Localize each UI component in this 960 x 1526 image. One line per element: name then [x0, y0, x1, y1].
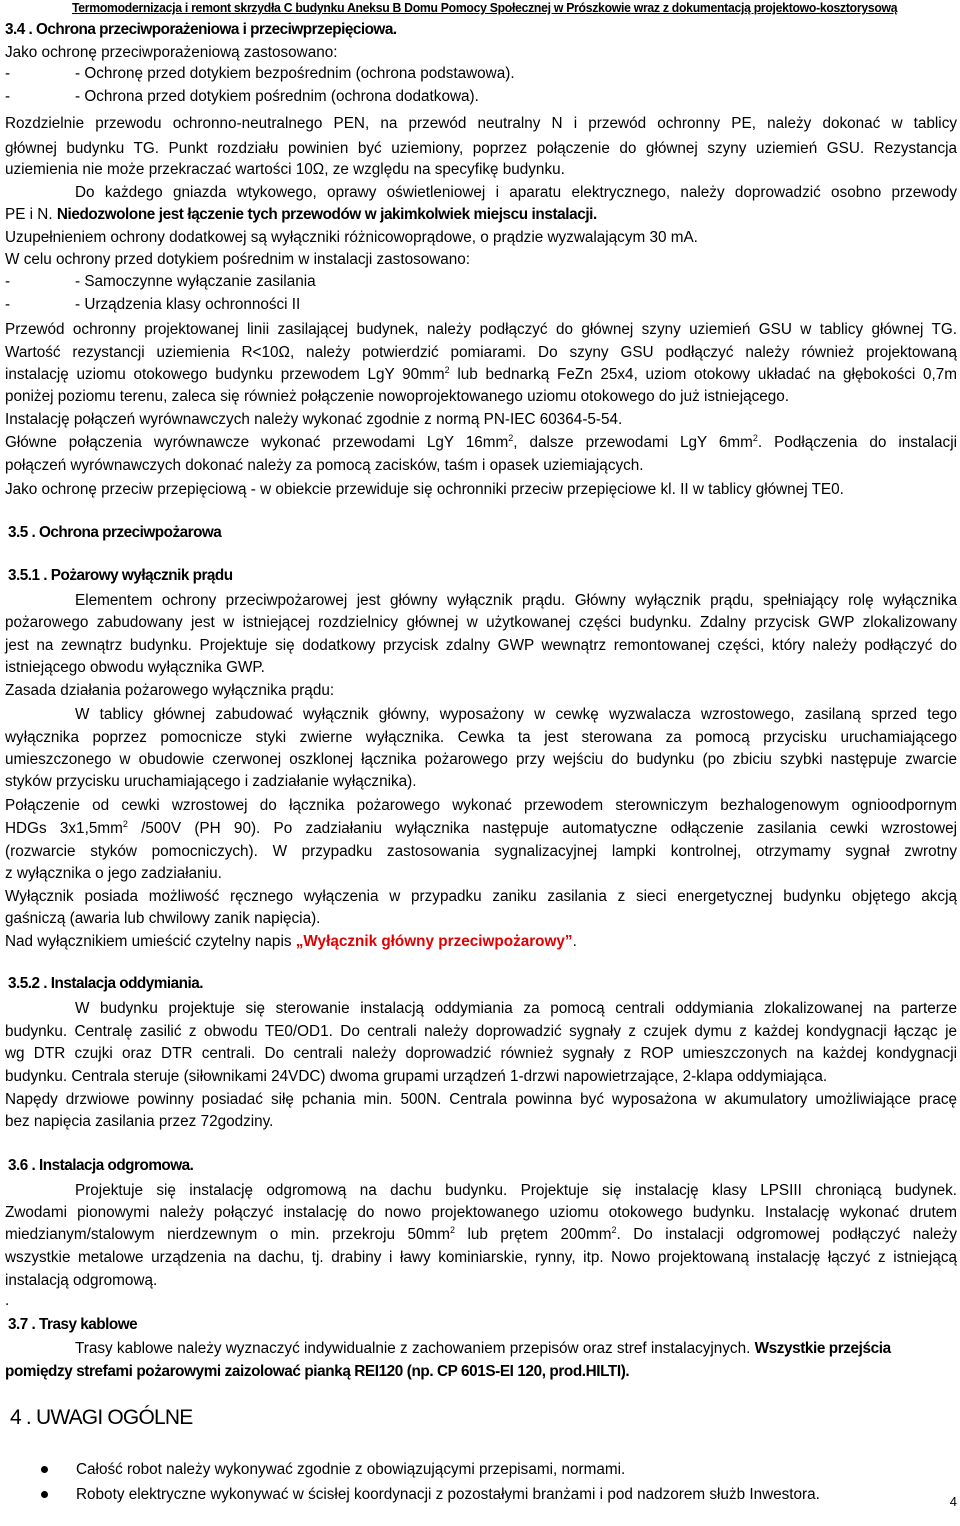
text-span: instalację uziomu otokowego budynku przewodem LgY 90mm: [5, 366, 445, 383]
superscript: 2: [449, 1225, 455, 1235]
section-3-5-2-heading: 3.5.2 . Instalacja oddymiania.: [8, 975, 203, 992]
text-span: lub prętem 200mm: [455, 1226, 612, 1243]
bold-text: Wszystkie przejścia: [754, 1340, 891, 1357]
text-span: Trasy kablowe należy wyznaczyć indywidualnie z zachowaniem przepisów oraz stref instalacyjnych.: [75, 1340, 755, 1357]
list-item: Roboty elektryczne wykonywać w ścisłej koordynacji z pozostałymi branżami i pod nadzorem służb Inwestora.: [76, 1486, 820, 1503]
paragraph-line: [5, 1224, 957, 1245]
paragraph-line: Jako ochronę przeciwporażeniową zastosowano:: [5, 44, 338, 61]
section-4-heading: 4 . UWAGI OGÓLNE: [10, 1406, 193, 1429]
paragraph-line: gaśniczą (awaria lub chwilowy zanik napięcia).: [5, 910, 321, 927]
paragraph-line: styków przycisku uruchamiającego i zadziałanie wyłącznika).: [5, 773, 417, 790]
paragraph-line: Do każdego gniazda wtykowego, oprawy oświetleniowej i aparatu elektrycznego, należy doprowadzić osobno przewody: [75, 184, 957, 201]
section-3-4-heading: 3.4 . Ochrona przeciwporażeniowa i przeciwprzepięciowa.: [5, 21, 397, 38]
superscript: 2: [752, 433, 758, 443]
warning-label-red: „Wyłącznik główny przeciwpożarowy”: [295, 933, 573, 950]
superscript: 2: [508, 433, 514, 443]
paragraph-line: Uzupełnieniem ochrony dodatkowej są wyłączniki różnicowoprądowe, o prądzie wyzwalającym 30 mA.: [5, 229, 698, 246]
paragraph-line: budynku. Centrala steruje (siłownikami 24VDC) dwoma grupami urządzeń 1-drzwi napowietrzające, 2-klapa oddymiająca.: [5, 1068, 828, 1085]
paragraph-line: wyłącznika poprzez pomocnicze styki zwierne wyłącznika. Cewka ta jest sterowana za pomocą przycisku uruchamiającego: [5, 729, 957, 746]
paragraph-line: W tablicy głównej zabudować wyłącznik główny, wyposażony w cewkę wyzwalacza wzrostowego, zasilaną sprzed tego: [75, 706, 957, 723]
paragraph-line: .: [5, 1292, 10, 1309]
paragraph-line: umieszczonego w obudowie czerwonej oszklonej łącznika pożarowego przy wejściu do budynku (po zbiciu szybki następuje zwarcie: [5, 751, 957, 768]
text-span: . Podłączenia do instalacji: [757, 434, 957, 451]
paragraph-line: wg DTR czujki oraz DTR centrali. Do centrali należy doprowadzić również sygnały z ROP umieszczonych na każdej kondygnacji: [5, 1045, 957, 1062]
paragraph-line: Jako ochronę przeciw przepięciową - w obiekcie przewiduje się ochronniki przeciw przepięciowe kl. II w tablicy głównej TE0.: [5, 481, 844, 498]
paragraph-line: [5, 432, 957, 453]
text-span: Główne połączenia wyrównawcze wykonać przewodami LgY 16mm: [5, 434, 509, 451]
text-span: . Do instalacji odgromowej podłączyć należy: [616, 1226, 957, 1243]
paragraph-line-bold: pomiędzy strefami pożarowymi zaizolować pianką REI120 (np. CP 601S-EI 120, prod.HILTI).: [5, 1363, 630, 1380]
paragraph-line: Zwodami pionowymi należy połączyć instalację do nowo projektowanego uziomu otokowego budynku. Instalację wykonać drutem: [5, 1204, 957, 1221]
text-span: /500V (PH 90). Po zadziałaniu wyłącznika następuje automatyczne odłączenie zasilania cewki wzrostowej: [127, 820, 957, 837]
paragraph-line: istniejącego obwodu wyłącznika GWP.: [5, 659, 265, 676]
paragraph-line: [5, 818, 957, 839]
section-3-5-heading: 3.5 . Ochrona przeciwpożarowa: [8, 524, 222, 541]
section-3-5-1-heading: 3.5.1 . Pożarowy wyłącznik prądu: [8, 567, 233, 584]
page-number: 4: [949, 1494, 957, 1509]
paragraph-line: Wartość rezystancji uziemienia R<10Ω, należy potwierdzić pomiarami. Do szyny GSU podłączyć należy również projektowaną: [5, 344, 957, 361]
paragraph-line: Przewód ochronny projektowanej linii zasilającej budynek, należy podłączyć do głównej szyny uziemień GSU w tablicy głównej TG.: [5, 321, 957, 338]
paragraph-line: Instalację połączeń wyrównawczych należy wykonać zgodnie z normą PN-IEC 60364-5-54.: [5, 411, 623, 428]
bullet-icon: [41, 1466, 48, 1473]
paragraph-line: wszystkie metalowe urządzenia na dachu, tj. drabiny i ławy kominiarskie, rynny, itp. Nowo projektowaną instalację łączyć z istniejącą: [5, 1249, 957, 1266]
paragraph-line: (rozwarcie styków pomocniczych). W przypadku zastosowania sygnalizacyjnej lampki kontrolnej, otrzymamy sygnał zwrotny: [5, 843, 957, 860]
superscript: 2: [611, 1225, 617, 1235]
bold-warning: Niedozwolone jest łączenie tych przewodów w jakimkolwiek miejscu instalacji.: [56, 206, 597, 223]
paragraph-line: pożarowego zabudowany jest w istniejącej rozdzielnicy głównej w użytkowanej części budynku. Zdalny przycisk GWP zlokalizowany: [5, 614, 957, 631]
section-3-7-heading: 3.7 . Trasy kablowe: [8, 1316, 138, 1333]
paragraph-line: poniżej poziomu terenu, zaleca się również połączenie nowoprojektowanego uziomu otokowego do już istniejącego.: [5, 388, 790, 405]
list-item-text: - Urządzenia klasy ochronności II: [75, 296, 301, 313]
list-item: Całość robot należy wykonywać zgodnie z obowiązującymi przepisami, normami.: [76, 1461, 626, 1478]
bullet-icon: [41, 1491, 48, 1498]
list-item: - - Ochrona przed dotykiem pośrednim (ochrona dodatkowa).: [5, 88, 479, 105]
list-item: - - Samoczynne wyłączanie zasilania: [5, 273, 316, 290]
paragraph-line: Wyłącznik posiada możliwość ręcznego wyłączenia w przypadku zaniku zasilania z sieci energetycznej budynku objętego akcją: [5, 888, 957, 905]
paragraph-line: [5, 204, 957, 225]
document-header: Termomodernizacja i remont skrzydła C budynku Aneksu B Domu Pomocy Społecznej w Prószkowie wraz z dokumentacją projektowo-kosztorysową: [72, 0, 898, 15]
text-span: PE i N.: [5, 206, 57, 223]
paragraph-line: Projektuje się instalację odgromową na dachu budynku. Projektuje się instalację klasy LPSIII chroniącą budynek.: [75, 1182, 957, 1199]
paragraph-line: bez napięcia zasilania przez 72godziny.: [5, 1113, 274, 1130]
superscript: 2: [122, 819, 128, 829]
superscript: 2: [444, 365, 450, 375]
paragraph-line: Rozdzielnie przewodu ochronno-neutralnego PEN, na przewód neutralny N i przewód ochronny PE, należy dokonać w tablicy: [5, 115, 957, 132]
paragraph-line: [5, 931, 957, 952]
text-span: HDGs 3x1,5mm: [5, 820, 123, 837]
paragraph-line: Napędy drzwiowe powinny posiadać siłę pchania min. 500N. Centrala powinna być wyposażona w akumulatory umożliwiające pracę: [5, 1091, 957, 1108]
paragraph-line: Połączenie od cewki wzrostowej do łącznika pożarowego wykonać przewodem sterowniczym bezhalogenowym ognioodpornym: [5, 797, 957, 814]
text-span: miedzianym/stalowym nierdzewnym o min. przekroju 50mm: [5, 1226, 450, 1243]
list-item: - - Ochronę przed dotykiem bezpośrednim (ochrona podstawowa).: [5, 65, 515, 82]
list-item: - - Urządzenia klasy ochronności II: [5, 296, 301, 313]
paragraph-line: [75, 1338, 957, 1359]
text-span: Nad wyłącznikiem umieścić czytelny napis: [5, 933, 296, 950]
paragraph-line: W celu ochrony przed dotykiem pośrednim w instalacji zastosowano:: [5, 251, 471, 268]
paragraph-line: jest na zewnątrz budynku. Projektuje się dodatkowy przycisk zdalny GWP wewnątrz remontowanej części, który należy podłączyć do: [5, 637, 957, 654]
paragraph-line: z wyłącznika o jego zadziałaniu.: [5, 865, 222, 882]
list-item-text: - Ochronę przed dotykiem bezpośrednim (ochrona podstawowa).: [75, 65, 515, 82]
section-3-6-heading: 3.6 . Instalacja odgromowa.: [8, 1157, 194, 1174]
paragraph-line: budynku. Centralę zasilić z obwodu TE0/OD1. Do centrali należy doprowadzić sygnały z czujek dymu z każdej kondygnacji łącząc je: [5, 1023, 957, 1040]
list-item-text: - Ochrona przed dotykiem pośrednim (ochrona dodatkowa).: [75, 88, 479, 105]
paragraph-line: [5, 364, 957, 385]
paragraph-line: Elementem ochrony przeciwpożarowej jest główny wyłącznik prądu. Główny wyłącznik prądu, spełniający rolę wyłącznika: [75, 592, 957, 609]
text-span: , dalsze przewodami LgY 6mm: [513, 434, 753, 451]
list-item-text: - Samoczynne wyłączanie zasilania: [75, 273, 316, 290]
paragraph-line: W budynku projektuje się sterowanie instalacją oddymiania za pomocą centrali oddymiania zlokalizowanej na parterze: [75, 1000, 957, 1017]
paragraph-line: Zasada działania pożarowego wyłącznika prądu:: [5, 682, 335, 699]
paragraph-line: instalacją odgromową.: [5, 1272, 158, 1289]
text-span: lub bednarką FeZn 25x4, uziom otokowy układać na głębokości 0,7m: [449, 366, 957, 383]
paragraph-line: głównej budynku TG. Punkt rozdziału powinien być uziemiony, poprzez połączenie do głównej szyny uziemień GSU. Rezystancja: [5, 140, 957, 157]
paragraph-line: połączeń wyrównawczych dokonać należy za pomocą zacisków, taśm i opasek uziemiających.: [5, 457, 644, 474]
paragraph-line: uziemienia nie może przekraczać wartości 10Ω, ze względu na specyfikę budynku.: [5, 161, 565, 178]
text-span: .: [572, 933, 577, 950]
